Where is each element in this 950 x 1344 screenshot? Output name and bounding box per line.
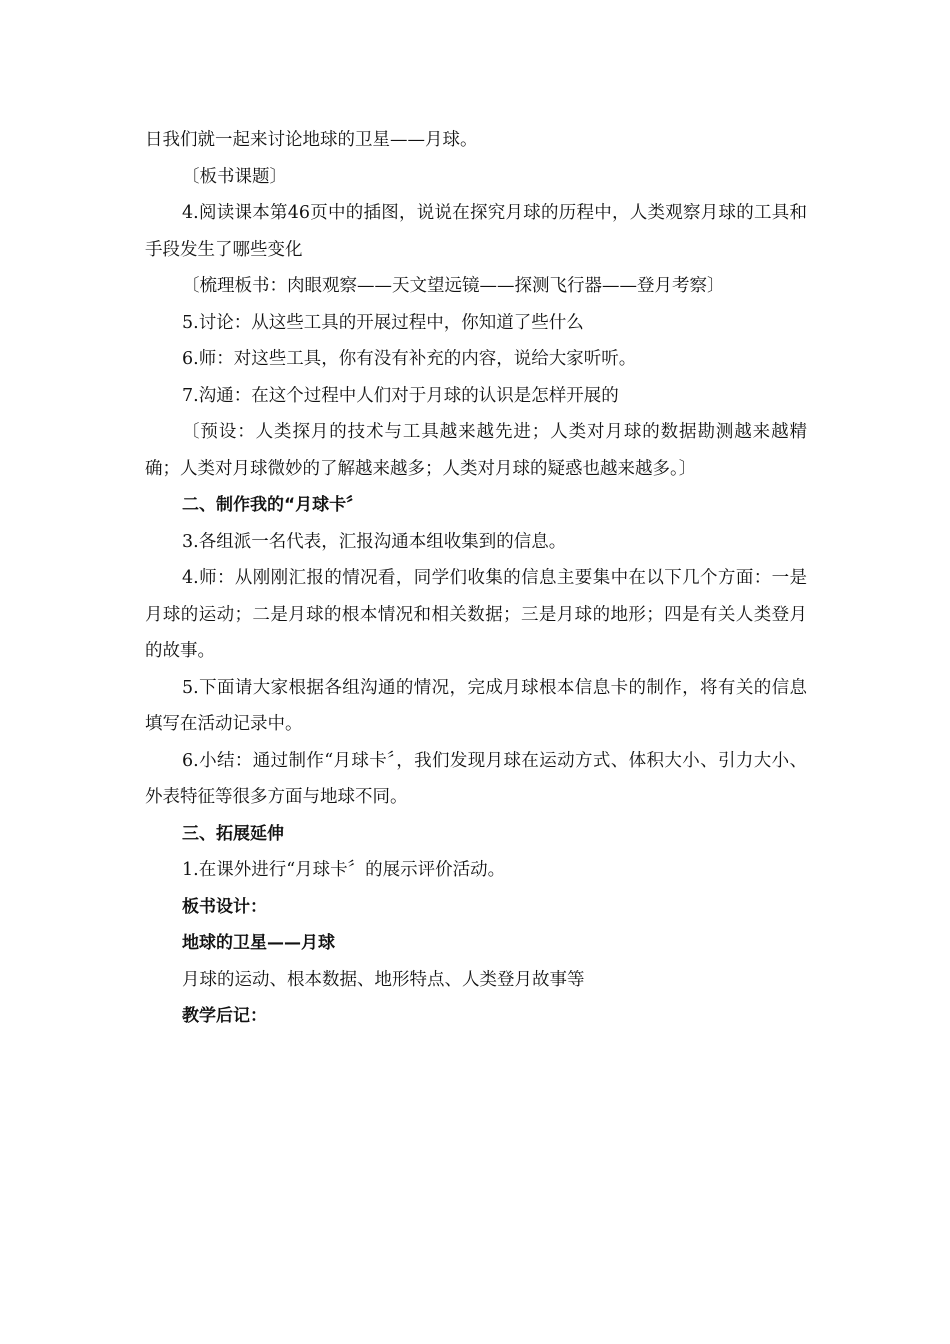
paragraph-card-making: 5.下面请大家根据各组沟通的情况，完成月球根本信息卡的制作，将有关的信息填写在活动记录中。 xyxy=(145,677,807,734)
heading-teaching-notes: 教学后记： xyxy=(182,1006,267,1026)
board-design-content: 月球的运动、根本数据、地形特点、人类登月故事等 xyxy=(182,969,585,990)
paragraph-teacher-summary: 4.师：从刚刚汇报的情况看，同学们收集的信息主要集中在以下几个方面：一是月球的运动；二是月球的根本情况和相关数据；三是月球的地形；四是有关人类登月的故事。 xyxy=(145,568,807,661)
section-heading-extension: 三、拓展延伸 xyxy=(182,823,284,844)
paragraph-step-7-communication: 7.沟通：在这个过程中人们对于月球的认识是怎样开展的 xyxy=(182,385,619,406)
document-body xyxy=(145,122,807,1035)
heading-board-design: 板书设计： xyxy=(182,896,267,917)
paragraph-extension-activity: 1.在课外进行“月球卡〞的展示评价活动。 xyxy=(182,860,506,880)
paragraph-step-6-teacher: 6.师：对这些工具，你有没有补充的内容，说给大家听听。 xyxy=(182,349,637,369)
board-design-title: 地球的卫星——月球 xyxy=(182,933,335,953)
paragraph-step-4-reading: 4.阅读课本第46页中的插图，说说在探究月球的历程中，人类观察月球的工具和手段发生了哪些变化 xyxy=(145,203,807,260)
paragraph-group-report: 3.各组派一名代表，汇报沟通本组收集到的信息。 xyxy=(182,531,567,552)
section-heading-moon-card: 二、制作我的“月球卡〞 xyxy=(182,495,364,515)
paragraph-board-summary: 〔梳理板书：肉眼观察——天文望远镜——探测飞行器——登月考察〕 xyxy=(182,276,725,296)
paragraph-intro-continuation: 日我们就一起来讨论地球的卫星——月球。 xyxy=(145,130,478,150)
paragraph-preset-answer: 〔预设：人类探月的技术与工具越来越先进；人类对月球的数据勘测越来越精确；人类对月球微妙的了解越来越多；人类对月球的疑惑也越来越多。〕 xyxy=(145,422,807,479)
paragraph-conclusion: 6.小结：通过制作“月球卡〞，我们发现月球在运动方式、体积大小、引力大小、外表特征等很多方面与地球不同。 xyxy=(145,750,807,807)
paragraph-step-5-discussion: 5.讨论：从这些工具的开展过程中，你知道了些什么 xyxy=(182,312,584,333)
paragraph-board-title-note: 〔板书课题〕 xyxy=(182,166,287,187)
